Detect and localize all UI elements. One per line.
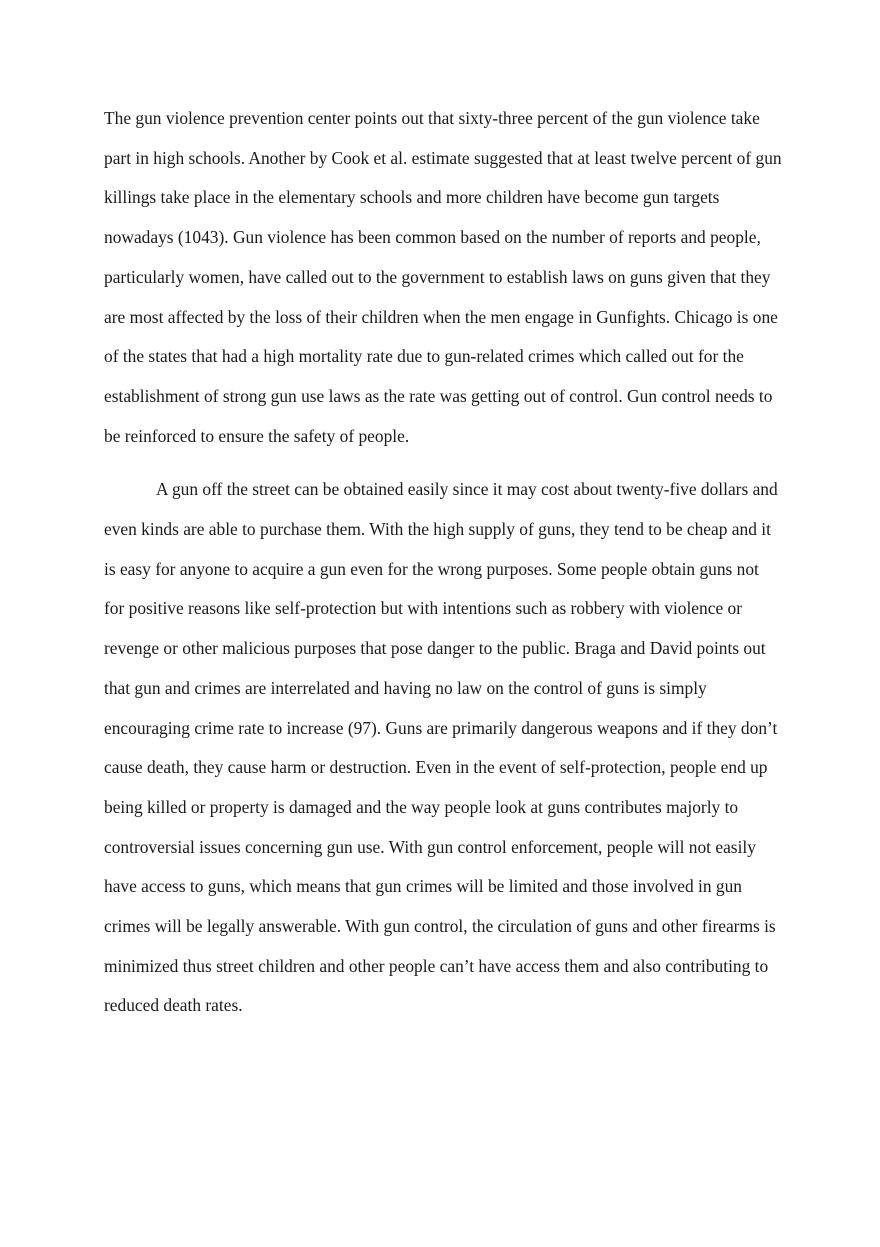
- text-line: even kinds are able to purchase them. With the high supply of guns, they tend to be cheap and it: [104, 519, 771, 540]
- text-line: revenge or other malicious purposes that pose danger to the public. Braga and David points out: [104, 638, 766, 659]
- text-line: particularly women, have called out to the government to establish laws on guns given that they: [104, 266, 771, 287]
- text-line: minimized thus street children and other people can’t have access them and also contributing to: [104, 955, 769, 976]
- text-line: The gun violence prevention center points out that sixty-three percent of the gun violence take: [104, 108, 760, 128]
- text-line: encouraging crime rate to increase (97). Guns are primarily dangerous weapons and if they don’t: [104, 717, 778, 738]
- text-line: nowadays (1043). Gun violence has been common based on the number of reports and people,: [104, 227, 761, 248]
- text-line: of the states that had a high mortality rate due to gun-related crimes which called out for the: [104, 346, 744, 367]
- text-line: be reinforced to ensure the safety of people.: [104, 425, 410, 446]
- text-line: reduced death rates.: [104, 995, 243, 1016]
- text-line: establishment of strong gun use laws as the rate was getting out of control. Gun control needs to: [104, 385, 773, 406]
- text-line: A gun off the street can be obtained easily since it may cost about twenty-five dollars and: [156, 479, 778, 500]
- text-line: that gun and crimes are interrelated and having no law on the control of guns is simply: [104, 677, 707, 698]
- paragraph-2: [104, 470, 780, 1026]
- paragraph-1: [104, 99, 780, 456]
- text-line: cause death, they cause harm or destruction. Even in the event of self-protection, people end up: [104, 757, 768, 778]
- text-line: is easy for anyone to acquire a gun even for the wrong purposes. Some people obtain guns not: [104, 558, 759, 579]
- text-line: for positive reasons like self-protection but with intentions such as robbery with violence or: [104, 598, 742, 619]
- text-line: have access to guns, which means that gun crimes will be limited and those involved in gun: [104, 876, 743, 897]
- text-line: part in high schools. Another by Cook et al. estimate suggested that at least twelve percent of gun: [104, 147, 782, 168]
- text-line: controversial issues concerning gun use. With gun control enforcement, people will not easily: [104, 836, 756, 857]
- text-line: crimes will be legally answerable. With gun control, the circulation of guns and other firearms is: [104, 916, 776, 937]
- body-text: [104, 99, 780, 1026]
- text-line: are most affected by the loss of their children when the men engage in Gunfights. Chicago is one: [104, 306, 778, 327]
- text-line: killings take place in the elementary schools and more children have become gun targets: [104, 187, 720, 208]
- text-line: being killed or property is damaged and the way people look at guns contributes majorly to: [104, 796, 739, 817]
